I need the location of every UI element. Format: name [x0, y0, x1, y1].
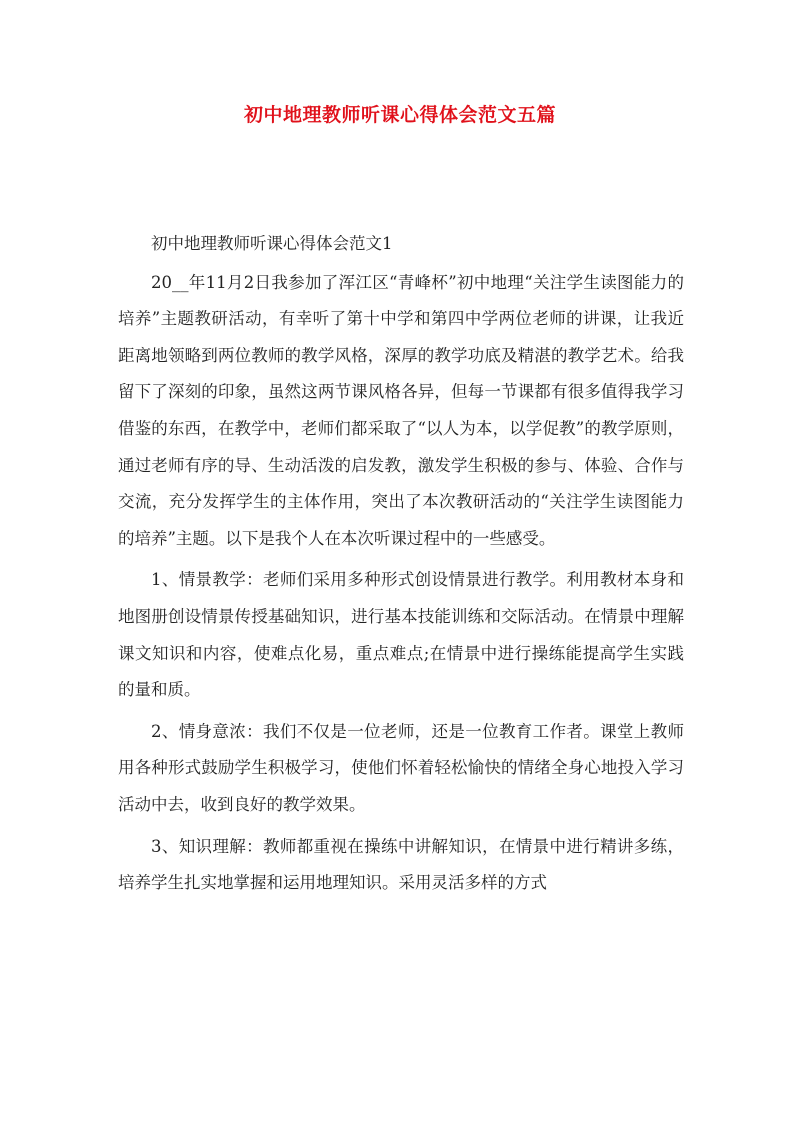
- paragraph-point-2: 2、情身意浓：我们不仅是一位老师，还是一位教育工作者。课堂上教师用各种形式鼓励学生积极学习，使他们怀着轻松愉快的情绪全身心地投入学习活动中去，收到良好的教学效果。: [118, 721, 684, 814]
- section-heading: 初中地理教师听课心得体会范文1: [151, 234, 393, 253]
- paragraph-intro: 20__年11月2日我参加了浑江区“青峰杯”初中地理“关注学生读图能力的培养”主题教研活动，有幸听了第十中学和第四中学两位老师的讲课，让我近距离地领略到两位教师的教学风格，深厚的教学功底及精湛的教学艺术。给我留下了深刻的印象，虽然这两节课风格各异，但每一节课都有很多值得我学习借鉴的东西，在教学中，老师们都采取了“以人为本，以学促教”的教学原则，通过老师有序的导、生动活泼的启发教，激发学生积极的参与、体验、合作与交流，充分发挥学生的主体作用，突出了本次教研活动的“关注学生读图能力的培养”主题。以下是我个人在本次听课过程中的一些感受。: [118, 272, 684, 548]
- document-title: 初中地理教师听课心得体会范文五篇: [243, 104, 556, 126]
- document-body: [118, 226, 684, 902]
- paragraph-point-1: 1、情景教学：老师们采用多种形式创设情景进行教学。利用教材本身和地图册创设情景传授基础知识，进行基本技能训练和交际活动。在情景中理解课文知识和内容，使难点化易，重点难点;在情景中进行操练能提高学生实践的量和质。: [118, 570, 684, 700]
- paragraph-point-3: 3、知识理解：教师都重视在操练中讲解知识，在情景中进行精讲多练，培养学生扎实地掌握和运用地理知识。采用灵活多样的方式: [118, 836, 684, 893]
